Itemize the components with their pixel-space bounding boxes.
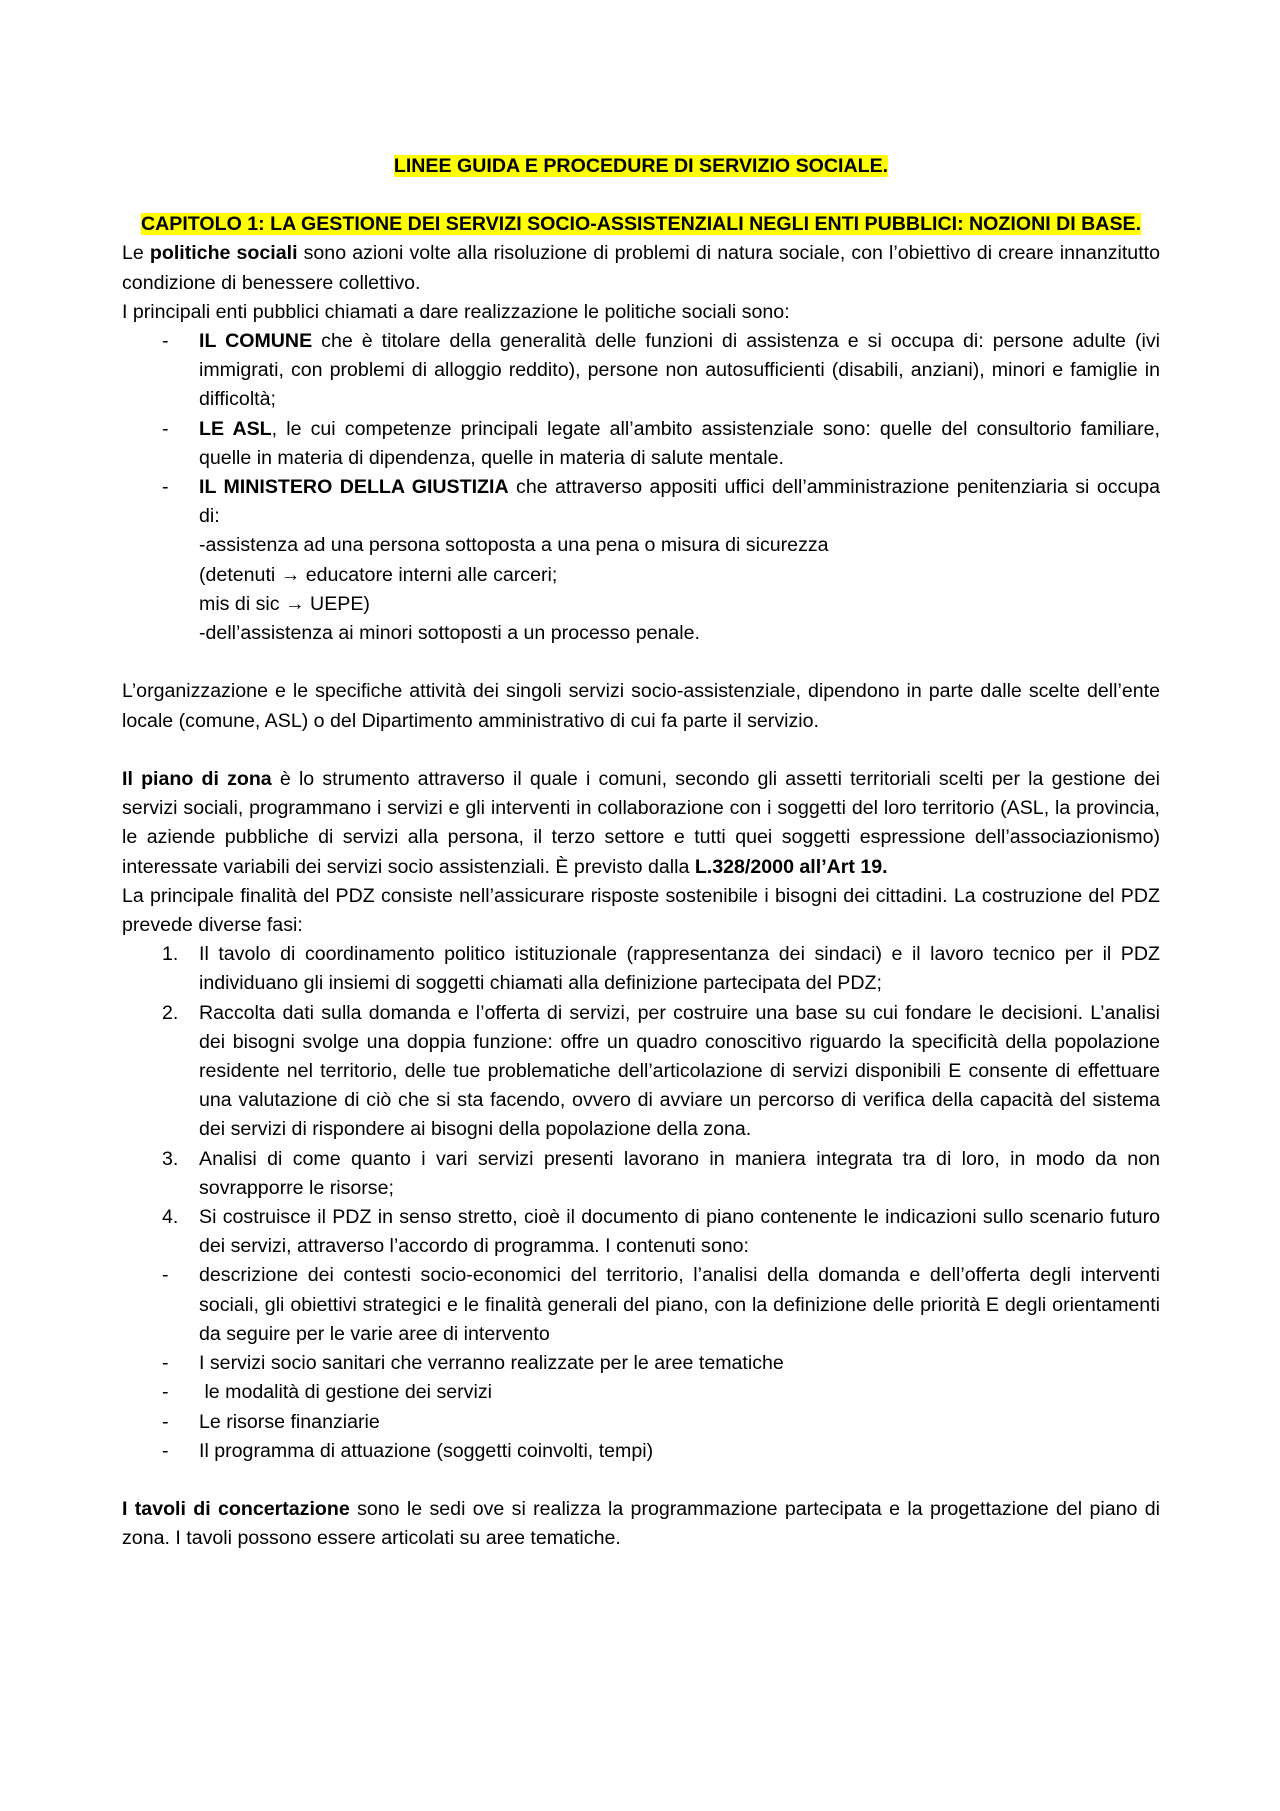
item-text: , le cui competenze principali legate all’ambito assistenziale sono: quelle del consultorio familiare, quelle in materia di dipendenza, quelle in materia di salute mentale. [199, 417, 1160, 469]
item-number: 2. [162, 1001, 179, 1024]
intro-post: sono azioni volte alla risoluzione di problemi di natura sociale, con l’obiettivo di creare innanzitutto condizione di benessere collettivo. [122, 242, 1160, 294]
tavoli-text: sono le sedi ove si realizza la programmazione partecipata e la progettazione del piano di zona. I tavoli possono essere articolati su aree tematiche. [122, 1498, 1160, 1550]
piano-paragraph [122, 765, 1160, 882]
item-number: 4. [162, 1206, 179, 1229]
bullet-marker: - [162, 476, 169, 499]
bullet-marker: - [162, 1439, 169, 1462]
bullet-marker: - [162, 1264, 169, 1287]
organizzazione-paragraph: L’organizzazione e le specifiche attività dei singoli servizi socio-assistenziale, dipendono in parte dalle scelte dell’ente locale (comune, ASL) o del Dipartimento amministrativo di cui fa parte il servizio. [122, 680, 1160, 732]
item-text: Il tavolo di coordinamento politico istituzionale (rappresentanza dei sindaci) e il lavoro tecnico per il PDZ individuano gli insiemi di soggetti chiamati alla definizione partecipata del PDZ; [199, 943, 1160, 995]
law-reference: L.328/2000 all’Art 19. [694, 855, 888, 878]
chapter-heading [122, 210, 1160, 239]
item-text: Le risorse finanziarie [199, 1410, 380, 1433]
intro-bold: politiche sociali [149, 242, 298, 265]
list-item-comune [122, 327, 1160, 415]
item-text: I servizi socio sanitari che verranno realizzate per le aree tematiche [199, 1352, 784, 1375]
item-bold: LE ASL [199, 417, 272, 440]
list-item [122, 1349, 1160, 1378]
bullet-marker: - [162, 417, 169, 440]
list-item [122, 1437, 1160, 1466]
numbered-item [122, 1145, 1160, 1203]
numbered-item [122, 1203, 1160, 1261]
sub-line: -dell’assistenza ai minori sottoposti a un processo penale. [199, 622, 700, 645]
document-body [122, 152, 1160, 1554]
item-text: Analisi di come quanto i vari servizi presenti lavorano in maniera integrata tra di loro, in modo da non sovrapporre le risorse; [199, 1147, 1160, 1199]
sub-line: mis di sic → UEPE) [199, 592, 370, 615]
piano-text: è lo strumento attraverso il quale i comuni, secondo gli assetti territoriali scelti per la gestione dei servizi sociali, programmano i servizi e gli interventi in collaborazione con i soggetti del loro territorio (ASL, la provincia, le aziende pubbliche di servizi alla persona, il terzo settore e tutti quei soggetti espressione dell’associazionismo) interessate variabili dei servizi socio assistenziali. È previsto dalla [122, 768, 1160, 878]
item-text: Si costruisce il PDZ in senso stretto, cioè il documento di piano contenente le indicazioni sullo scenario futuro dei servizi, attraverso l’accordo di programma. I contenuti sono: [199, 1206, 1160, 1258]
spacer [122, 1466, 1160, 1495]
item-text: Il programma di attuazione (soggetti coinvolti, tempi) [199, 1439, 654, 1462]
sub-line: -assistenza ad una persona sottoposta a una pena o misura di sicurezza [199, 534, 829, 557]
item-number: 3. [162, 1147, 179, 1170]
piano-bold: Il piano di zona [122, 768, 272, 791]
list-item-asl [122, 415, 1160, 473]
intro-pre: Le [122, 242, 150, 265]
bullet-marker: - [162, 1410, 169, 1433]
item-bold: IL MINISTERO DELLA GIUSTIZIA [199, 476, 509, 499]
tavoli-paragraph [122, 1495, 1160, 1553]
tavoli-bold: I tavoli di concertazione [122, 1498, 350, 1521]
item-number: 1. [162, 943, 179, 966]
item-text: le modalità di gestione dei servizi [199, 1381, 492, 1404]
list-item [122, 1261, 1160, 1349]
spacer [122, 736, 1160, 765]
bullet-marker: - [162, 1352, 169, 1375]
item-text: che attraverso appositi uffici dell’amministrazione penitenziaria si occupa di: [199, 476, 1161, 528]
item-text: Raccolta dati sulla domanda e l’offerta di servizi, per costruire una base su cui fondare le decisioni. L’analisi dei bisogni svolge una doppia funzione: offre un quadro conoscitivo riguardo la specificità della popolazione residente nel territorio, delle tue problematiche dell’articolazione di servizi disponibili E consente di effettuare una valutazione di ciò che si sta facendo, ovvero di avviare un percorso di verifica della capacità del sistema dei servizi di rispondere ai bisogni della popolazione della zona. [199, 1001, 1160, 1141]
list-item [122, 1378, 1160, 1407]
list-item-ministero [122, 473, 1160, 648]
numbered-item [122, 999, 1160, 1145]
chapter-highlight: CAPITOLO 1: LA GESTIONE DEI SERVIZI SOCIO-ASSISTENZIALI NEGLI ENTI PUBBLICI: NOZIONI DI BASE. [140, 213, 1142, 236]
spacer [122, 648, 1160, 677]
sub-line: (detenuti → educatore interni alle carceri; [199, 563, 558, 586]
title-highlight: LINEE GUIDA E PROCEDURE DI SERVIZIO SOCIALE. [393, 155, 889, 177]
item-text: descrizione dei contesti socio-economici del territorio, l’analisi della domanda e dell’offerta degli interventi sociali, gli obiettivi strategici e le finalità generali del piano, con la definizione delle priorità E degli orientamenti da seguire per le varie aree di intervento [199, 1264, 1160, 1345]
item-text: che è titolare della generalità delle funzioni di assistenza e si occupa di: persone adulte (ivi immigrati, con problemi di alloggio reddito), persone non autosufficienti (disabili, anziani), minori e famiglie in difficoltà; [199, 330, 1160, 411]
intro-paragraph [122, 239, 1160, 297]
item-bold: IL COMUNE [199, 330, 313, 353]
finalita-paragraph: La principale finalità del PDZ consiste nell’assicurare risposte sostenibile i bisogni dei cittadini. La costruzione del PDZ prevede diverse fasi: [122, 884, 1160, 937]
list-item [122, 1408, 1160, 1437]
bullet-marker: - [162, 330, 169, 353]
bullet-marker: - [162, 1381, 169, 1404]
numbered-item [122, 940, 1160, 998]
enti-intro: I principali enti pubblici chiamati a dare realizzazione le politiche sociali sono: [122, 300, 790, 323]
document-title [122, 152, 1160, 181]
